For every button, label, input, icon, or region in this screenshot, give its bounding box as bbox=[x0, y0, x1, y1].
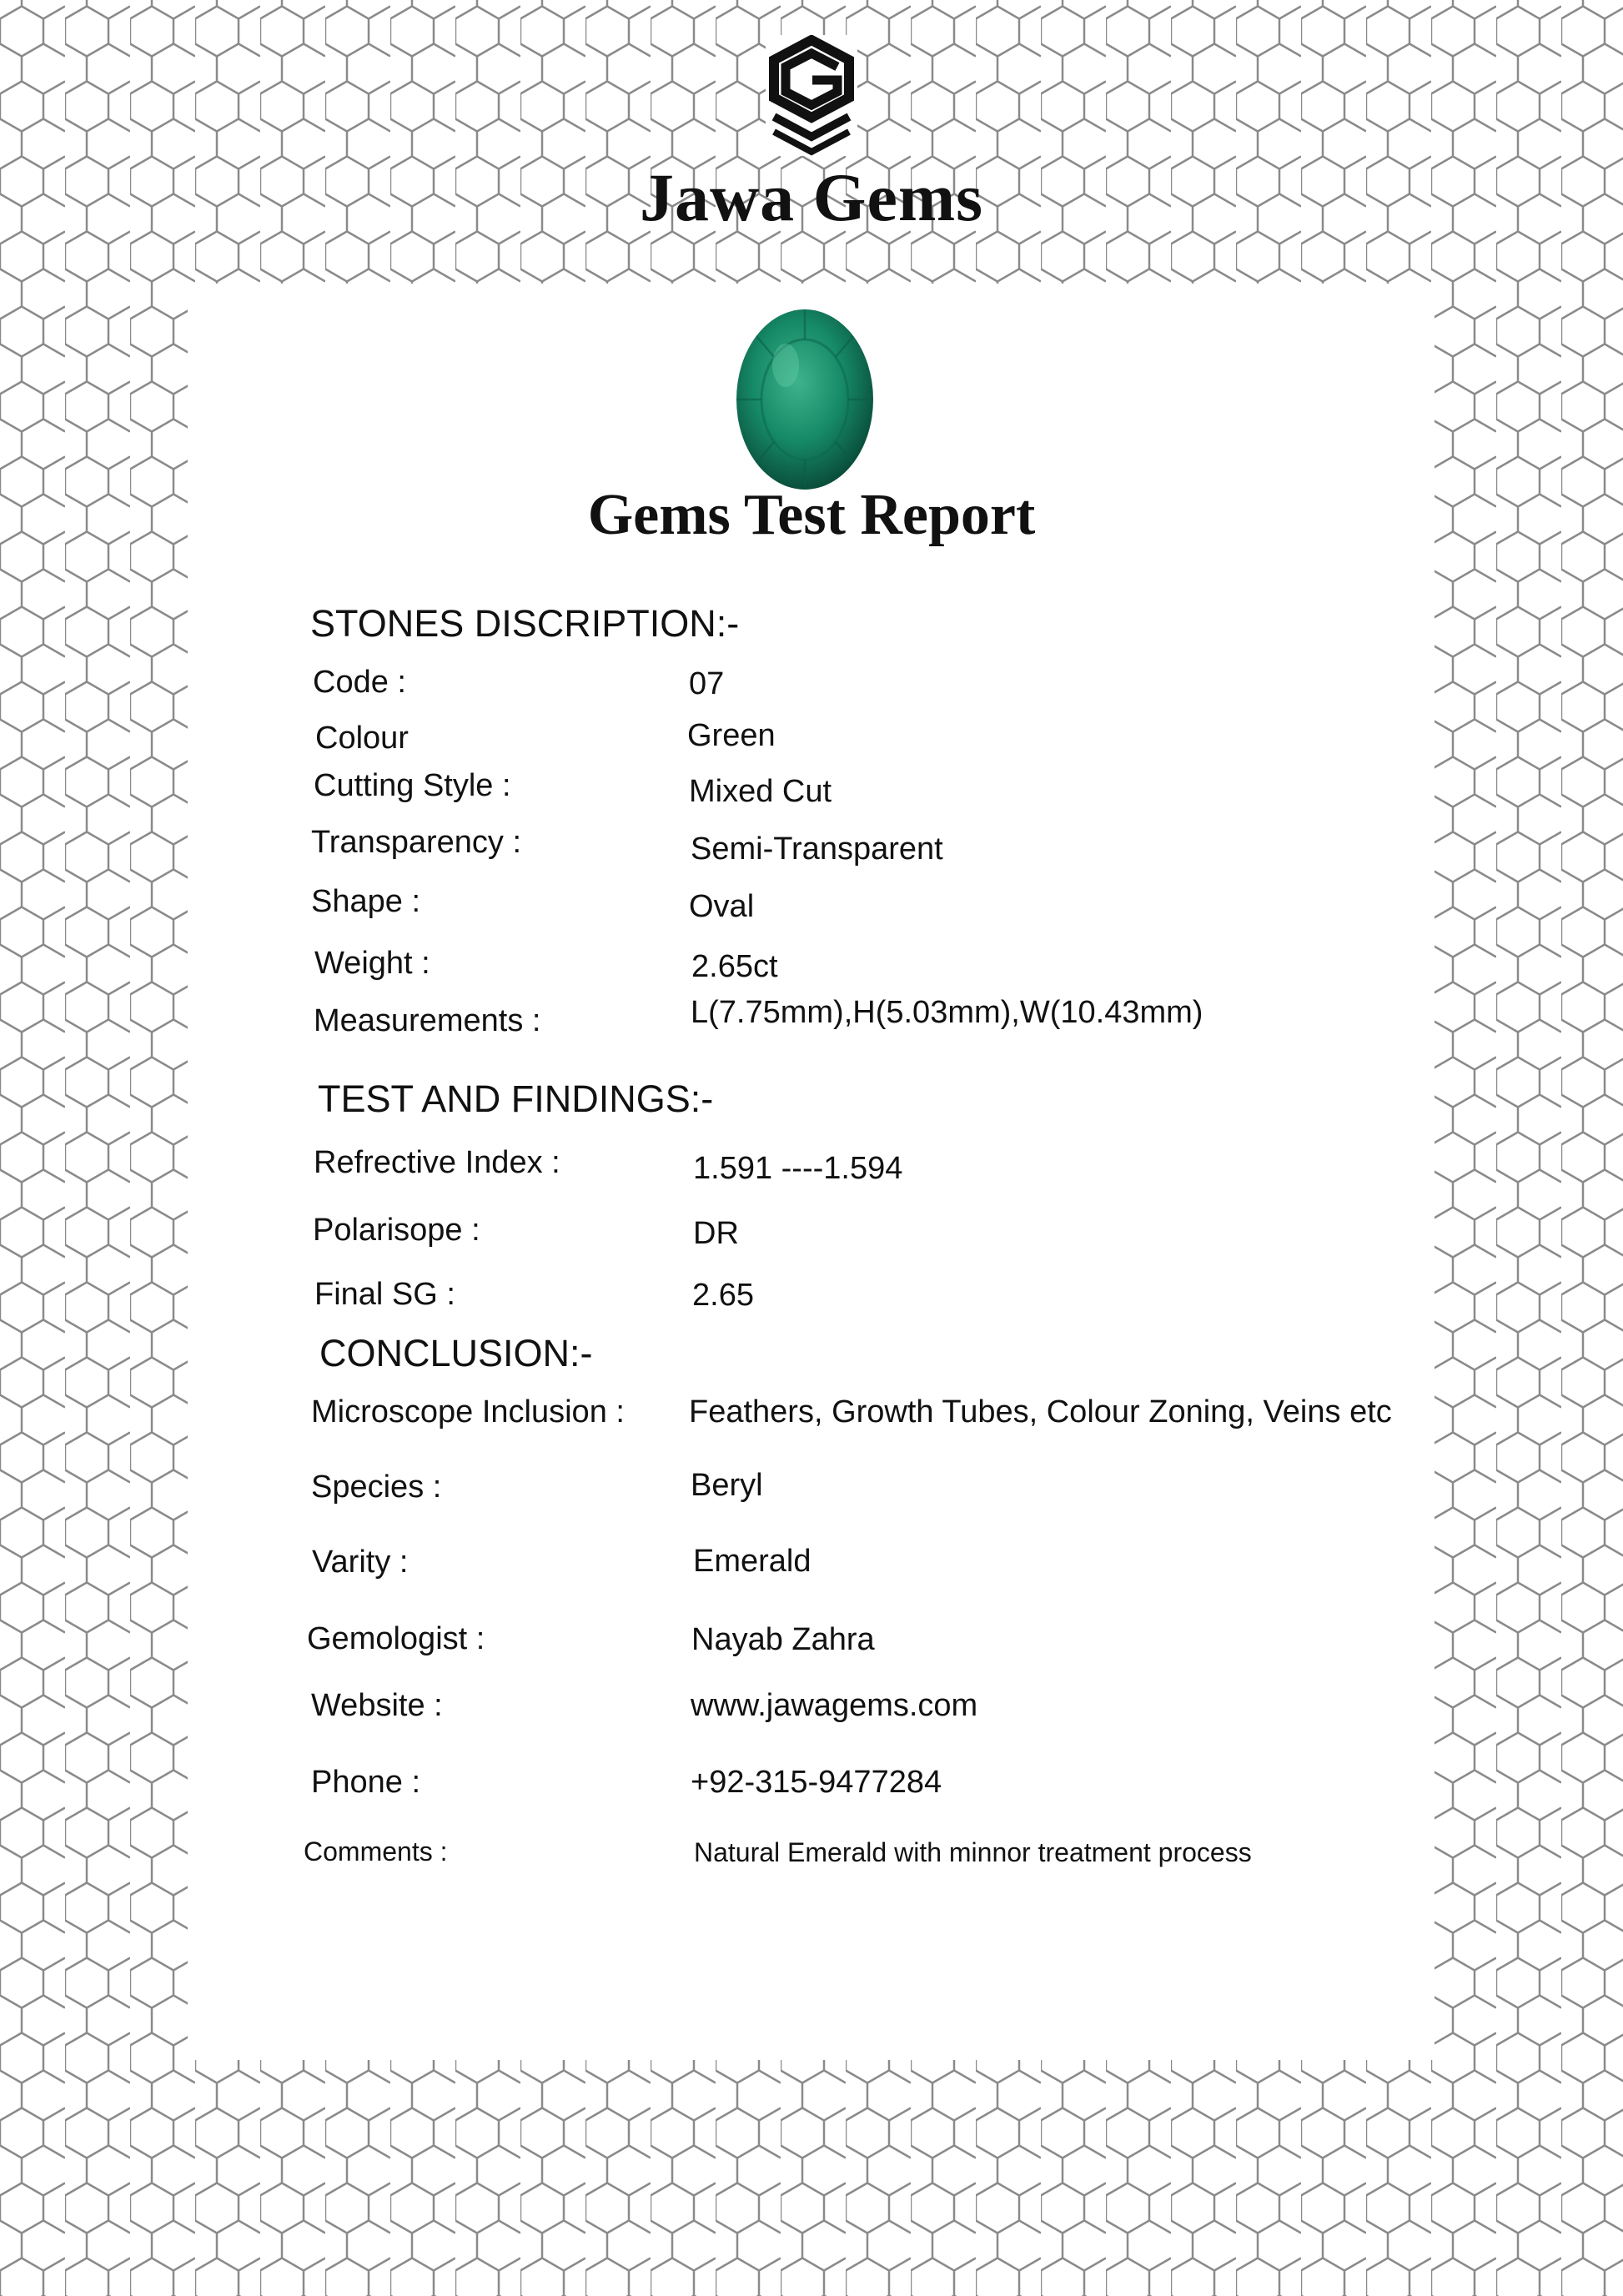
cutting-style-value: Mixed Cut bbox=[689, 774, 832, 809]
species-value: Beryl bbox=[691, 1468, 763, 1503]
website-label: Website : bbox=[311, 1688, 443, 1723]
species-label: Species : bbox=[311, 1470, 442, 1505]
shape-label: Shape : bbox=[311, 884, 420, 919]
colour-label: Colour bbox=[315, 721, 409, 756]
g-hexagon-logo-icon bbox=[766, 35, 857, 156]
emerald-gem-image bbox=[734, 307, 876, 492]
cutting-style-label: Cutting Style : bbox=[314, 768, 511, 803]
test-findings-heading: TEST AND FINDINGS:- bbox=[318, 1078, 714, 1120]
conclusion-heading: CONCLUSION:- bbox=[319, 1332, 593, 1374]
final-sg-label: Final SG : bbox=[314, 1277, 455, 1312]
microscope-inclusion-label: Microscope Inclusion : bbox=[311, 1394, 625, 1429]
colour-value: Green bbox=[687, 718, 776, 753]
microscope-inclusion-value: Feathers, Growth Tubes, Colour Zoning, Veins etc bbox=[689, 1394, 1392, 1429]
refractive-index-value: 1.591 ----1.594 bbox=[693, 1151, 903, 1186]
variety-value: Emerald bbox=[693, 1544, 812, 1579]
comments-label: Comments : bbox=[304, 1836, 448, 1866]
code-value: 07 bbox=[689, 666, 725, 701]
phone-value: +92-315-9477284 bbox=[691, 1765, 942, 1800]
website-value: www.jawagems.com bbox=[691, 1688, 978, 1723]
phone-label: Phone : bbox=[311, 1765, 420, 1800]
final-sg-value: 2.65 bbox=[692, 1278, 754, 1313]
gemologist-label: Gemologist : bbox=[307, 1621, 485, 1656]
measurements-value: L(7.75mm),H(5.03mm),W(10.43mm) bbox=[691, 995, 1203, 1030]
measurements-label: Measurements : bbox=[314, 1003, 541, 1038]
report-title: Gems Test Report bbox=[587, 483, 1036, 547]
variety-label: Varity : bbox=[312, 1545, 409, 1580]
refractive-index-label: Refrective Index : bbox=[314, 1145, 560, 1180]
shape-value: Oval bbox=[689, 889, 755, 924]
brand-header bbox=[0, 0, 1623, 284]
weight-value: 2.65ct bbox=[691, 949, 778, 984]
polariscope-value: DR bbox=[693, 1216, 739, 1251]
transparency-label: Transparency : bbox=[311, 825, 522, 860]
gemologist-value: Nayab Zahra bbox=[691, 1622, 875, 1657]
transparency-value: Semi-Transparent bbox=[691, 831, 943, 867]
brand-name: Jawa Gems bbox=[639, 159, 984, 235]
stones-description-heading: STONES DISCRIPTION:- bbox=[310, 602, 740, 645]
code-label: Code : bbox=[313, 665, 406, 700]
comments-value: Natural Emerald with minnor treatment process bbox=[694, 1837, 1252, 1867]
weight-label: Weight : bbox=[314, 946, 430, 981]
polariscope-label: Polarisope : bbox=[313, 1213, 480, 1248]
